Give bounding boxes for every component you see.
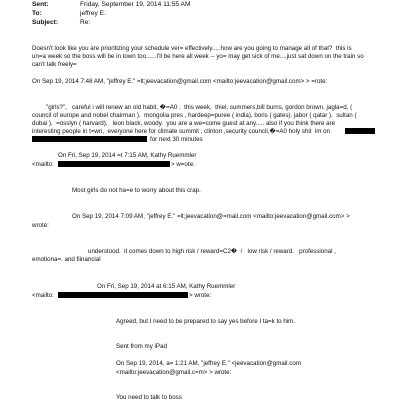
quote5-header-line1: On Sep 19, 2014, a= 1:21 AM, "jeffrey E." <jeevacation@gmail.com — [116, 360, 301, 367]
quote2-body-line1: Most girls do not ha=e to worry about this crap. — [72, 187, 201, 194]
quote3-body-line1: understood. it comes down to high risk / reward=C2� / low risk / reward. professional , — [88, 248, 336, 255]
quote4-mailto-prefix: <mailto: — [32, 292, 54, 299]
to-label: To: — [32, 10, 42, 17]
redaction-block — [345, 128, 375, 134]
quote3-header-line1: On Sep 19, 2014 7:09 AM, "jeffrey E." =lt;jeevacation@=mail.com <mailto:jeevacation@gmail.com> > — [72, 213, 350, 220]
quote1-header: On Sep 19, 2014 7:48 AM, "jeffrey E." =lt;jeevacation@gmail.com <mailto:jeevacation@gmail.com> > =rote: — [32, 78, 328, 85]
quote4-body-line1: Agreed, but I need to be prepared to say yes before I ta=k to him. — [116, 318, 296, 325]
quote2-mailto-prefix: <mailto: — [32, 161, 54, 168]
quote1-body-line3: dubai ), =osslyn ( harvard), leon black, woody. you are a we=come guest at any..... also if you think there are — [32, 120, 336, 127]
quote3-header-line2: wrote: — [32, 222, 49, 229]
redaction-block — [32, 136, 147, 142]
quote1-body-line5: for next 30 minutes — [150, 136, 203, 143]
redaction-block — [58, 292, 188, 298]
quote3-body-line2: emotiona=. and fiinancial — [32, 256, 101, 263]
subject-value: Re: — [80, 19, 91, 26]
quote5-body-line1: You need to talk to boss — [116, 394, 182, 401]
sent-label: Sent: — [32, 1, 49, 8]
quote1-body-line4: interesting people in t=wn, everyone here for climate summit , clinton ,security council,�=A0 holy shit im on — [32, 128, 330, 135]
body-p1-line2: un=a week so the boss will be in town too......I'll be here all week -- yo= may get sick of me....just sat down on the train so — [32, 53, 364, 60]
quote1-body-line2: council of europe and nobel chairman ). mongolia pres , hardeep=puree ( india), boris ( gates). jabor ( qatar ). sultan ( — [32, 112, 357, 119]
quote2-header-line1: On Fri, Sep 19, 2014 =t 7:15 AM, Kathy Ruemmler — [58, 152, 197, 159]
quote5-header-line2: <mailto:jeevacation@gmail.c=m> > wrote: — [116, 369, 232, 376]
quote4-body-line2: Sent from my iPad — [116, 343, 167, 350]
quote4-header-line1: On Fri, Sep 19, 2014 at 6:15 AM, Kathy Ruemmler — [97, 283, 236, 290]
body-p1-line1: Doesn't look like you are prioritizing your schedule ver= effectively.....how are you going to manage all of that? this is — [32, 45, 352, 52]
quote4-header-line2: > wrote: — [189, 292, 212, 299]
sent-value: Friday, September 19, 2014 11:55 AM — [80, 1, 191, 8]
to-value: jeffrey E. — [80, 10, 106, 17]
redaction-block — [58, 161, 170, 167]
quote1-body-line1: "girls?", careful i will renew an old habit, �=A0 . this week, thiel, summers,bill burns, gordon brown, jagla=d, ( — [46, 104, 353, 111]
quote2-header-line2: > w=ote: — [171, 161, 195, 168]
subject-label: Subject: — [32, 19, 59, 26]
body-p1-line3: can't talk freely= — [32, 61, 77, 68]
